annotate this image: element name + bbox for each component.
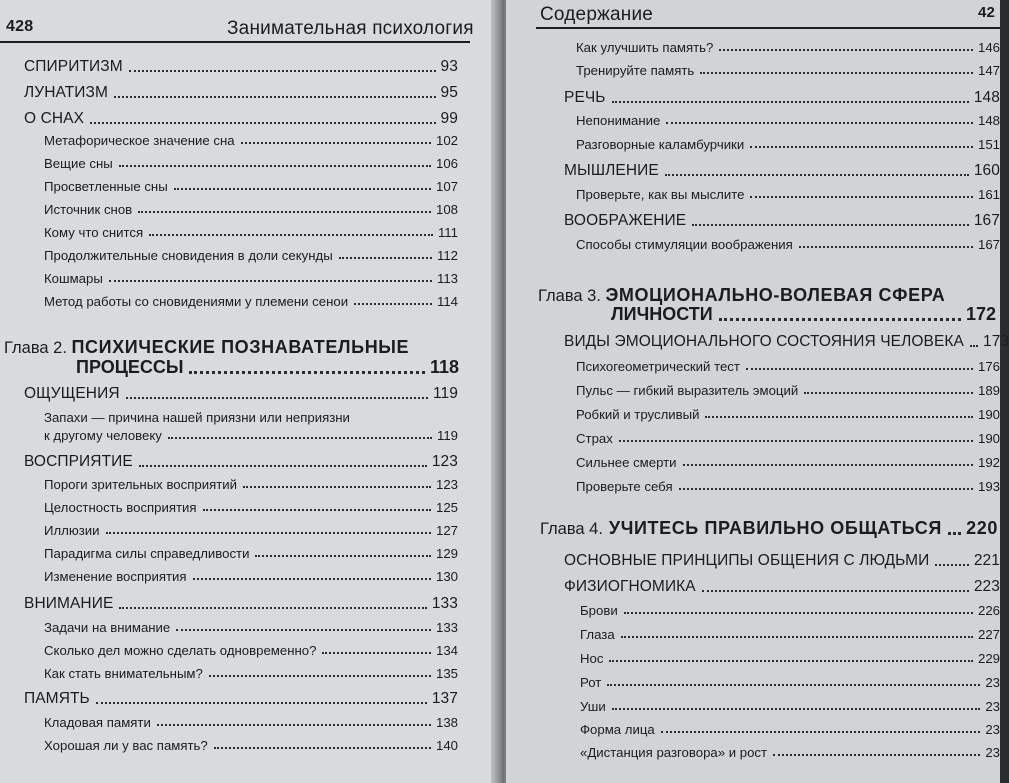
toc-entry-page: 173 (982, 333, 1009, 350)
toc-entry-page: 137 (431, 690, 458, 707)
toc-entry-title: Разговорные каламбурчики (576, 137, 745, 152)
toc-entry-title: ВИДЫ ЭМОЦИОНАЛЬНОГО СОСТОЯНИЯ ЧЕЛОВЕКА (564, 333, 964, 350)
dot-leader (339, 257, 432, 259)
dot-leader (773, 754, 980, 756)
toc-entry-title: ВОСПРИЯТИЕ (24, 453, 133, 470)
toc-entry-title: Проверьте, как вы мыслите (576, 187, 745, 202)
toc-entry-page: 167 (973, 212, 1000, 229)
dot-leader (189, 371, 424, 374)
toc-entry-title: Изменение восприятия (44, 569, 187, 584)
toc-entry-page: 133 (435, 620, 458, 635)
toc-entry-page: 176 (977, 359, 1000, 374)
toc-entry[interactable] (564, 162, 1000, 180)
toc-entry[interactable] (564, 212, 1000, 230)
toc-entry-title: ФИЗИОГНОМИКА (564, 578, 696, 595)
toc-entry-page: 223 (973, 578, 1000, 595)
toc-entry-page: 102 (435, 133, 458, 148)
dot-leader (666, 122, 973, 124)
dot-leader (149, 234, 433, 236)
chapter2-heading (4, 337, 409, 358)
left-header-rule (0, 41, 470, 43)
chapter2-title-line1: ПСИХИЧЕСКИЕ ПОЗНАВАТЕЛЬНЫЕ (71, 337, 410, 357)
toc-entry-page: 148 (977, 113, 1000, 128)
entry-smells-page: 119 (436, 428, 458, 443)
toc-entry-page: 107 (435, 179, 458, 194)
dot-leader (948, 532, 961, 535)
toc-entry[interactable] (24, 595, 458, 613)
chapter2-title-row[interactable] (76, 357, 459, 378)
toc-entry[interactable] (564, 333, 1009, 351)
dot-leader (90, 122, 436, 124)
toc-entry[interactable] (580, 745, 1000, 760)
dot-leader (322, 652, 431, 654)
toc-entry[interactable] (44, 620, 458, 635)
toc-entry-title: Уши (580, 699, 606, 714)
toc-entry-title: Страх (576, 431, 613, 446)
toc-entry[interactable] (44, 738, 458, 753)
toc-entry-title: Метафорическое значение сна (44, 133, 235, 148)
right-page (506, 0, 1009, 783)
toc-entry[interactable] (44, 271, 458, 286)
dot-leader (750, 146, 973, 148)
toc-entry-title: Хорошая ли у вас память? (44, 738, 208, 753)
toc-entry-title: О СНАХ (24, 110, 85, 127)
toc-entry-page: 146 (977, 40, 1000, 55)
dot-leader (106, 532, 431, 534)
toc-entry-page: 193 (977, 479, 1000, 494)
toc-entry-title: Целостность восприятия (44, 500, 197, 515)
dot-leader (621, 636, 973, 638)
toc-entry[interactable] (24, 84, 458, 102)
toc-entry[interactable] (44, 523, 458, 538)
entry-smells-text: к другому человеку (44, 428, 162, 443)
dot-leader (612, 101, 969, 103)
toc-entry[interactable] (44, 179, 458, 194)
toc-entry-page: 133 (431, 595, 458, 612)
toc-entry-title: Кладовая памяти (44, 715, 151, 730)
dot-leader (209, 675, 431, 677)
right-running-title: Содержание (540, 4, 654, 25)
toc-entry-page: 114 (436, 294, 458, 309)
toc-entry-page: 226 (977, 603, 1000, 618)
chapter3-heading (538, 285, 945, 306)
toc-entry-title: Как стать внимательным? (44, 666, 203, 681)
toc-entry-page: 93 (440, 58, 458, 75)
toc-entry[interactable] (564, 89, 1000, 107)
toc-entry-title: Пульс — гибкий выразитель эмоций (576, 383, 799, 398)
dot-leader (609, 660, 973, 662)
dot-leader (193, 578, 431, 580)
dot-leader (139, 465, 427, 467)
toc-entry-page: 138 (435, 715, 458, 730)
dot-leader (607, 684, 980, 686)
dot-leader (243, 486, 431, 488)
dot-leader (719, 318, 961, 321)
toc-entry-page: 140 (435, 738, 458, 753)
dot-leader (799, 246, 973, 248)
dot-leader (176, 629, 431, 631)
dot-leader (683, 464, 973, 466)
toc-entry[interactable] (24, 453, 458, 471)
toc-entry-title: Способы стимуляции воображения (576, 237, 793, 252)
chapter3-label: Глава 3. (538, 287, 601, 305)
toc-entry[interactable] (44, 248, 458, 263)
dot-leader (804, 392, 973, 394)
toc-entry[interactable] (580, 675, 1000, 690)
toc-entry[interactable] (44, 225, 458, 240)
toc-entry-page: 127 (435, 523, 458, 538)
toc-entry-page: 135 (435, 666, 458, 681)
toc-entry-title: Проверьте себя (576, 479, 673, 494)
toc-entry-page: 147 (977, 63, 1000, 78)
toc-entry-title: Иллюзии (44, 523, 100, 538)
toc-entry-title: Психогеометрический тест (576, 359, 740, 374)
chapter3-title-row[interactable] (611, 304, 996, 325)
toc-entry-page: 95 (440, 84, 458, 101)
toc-entry[interactable] (24, 58, 458, 76)
chapter2-label: Глава 2. (4, 339, 67, 357)
dot-leader (119, 607, 426, 609)
dot-leader (255, 555, 431, 557)
toc-entry[interactable] (24, 385, 458, 403)
toc-entry-page: 112 (436, 248, 458, 263)
toc-entry[interactable] (576, 187, 1000, 202)
dot-leader (619, 440, 973, 442)
toc-entry-page: 113 (436, 271, 458, 286)
toc-entry-page: 23 (985, 722, 1000, 737)
toc-entry-title: Тренируйте память (576, 63, 695, 78)
toc-entry-title: Источник снов (44, 202, 133, 217)
toc-entry-title: Нос (580, 651, 604, 666)
chapter4-title: УЧИТЕСЬ ПРАВИЛЬНО ОБЩАТЬСЯ (608, 518, 942, 538)
toc-entry-page: 23 (985, 675, 1000, 690)
toc-entry-title: ПАМЯТЬ (24, 690, 90, 707)
toc-entry-page: 192 (977, 455, 1000, 470)
toc-entry[interactable] (44, 546, 458, 561)
toc-entry[interactable] (576, 40, 1000, 55)
dot-leader (679, 488, 973, 490)
toc-entry[interactable] (564, 578, 1000, 596)
toc-entry-page: 227 (977, 627, 1000, 642)
toc-entry-page: 189 (977, 383, 1000, 398)
toc-entry[interactable] (576, 407, 1000, 422)
toc-entry-page: 106 (435, 156, 458, 171)
dot-leader (665, 174, 969, 176)
dot-leader (970, 345, 978, 347)
toc-entry[interactable] (44, 569, 458, 584)
dot-leader (114, 96, 436, 98)
toc-entry-page: 111 (437, 225, 458, 240)
toc-entry-title: ОЩУЩЕНИЯ (24, 385, 120, 402)
toc-entry-title: РЕЧЬ (564, 89, 606, 106)
toc-entry-page: 221 (973, 552, 1000, 569)
toc-entry[interactable] (24, 690, 458, 708)
entry-smells-line1[interactable]: Запахи — причина нашей приязни или неприязни (44, 410, 350, 425)
toc-entry-title: ОСНОВНЫЕ ПРИНЦИПЫ ОБЩЕНИЯ С ЛЮДЬМИ (564, 552, 930, 569)
toc-entry-title: Сильнее смерти (576, 455, 677, 470)
toc-entry-title: Кому что снится (44, 225, 144, 240)
toc-entry-title: Робкий и трусливый (576, 407, 700, 422)
dot-leader (214, 747, 431, 749)
dot-leader (702, 590, 969, 592)
dot-leader (168, 437, 432, 439)
toc-entry[interactable] (24, 110, 458, 128)
toc-entry[interactable] (576, 359, 1000, 374)
dot-leader (96, 702, 427, 704)
dot-leader (700, 72, 973, 74)
toc-entry[interactable] (580, 627, 1000, 642)
toc-entry[interactable] (576, 137, 1000, 152)
toc-entry-page: 129 (435, 546, 458, 561)
dot-leader (750, 196, 973, 198)
toc-entry[interactable] (44, 477, 458, 492)
toc-entry-title: МЫШЛЕНИЕ (564, 162, 659, 179)
chapter4-heading[interactable] (540, 518, 998, 539)
toc-entry-title: Пороги зрительных восприятий (44, 477, 237, 492)
toc-entry[interactable] (44, 666, 458, 681)
toc-entry-page: 119 (432, 385, 458, 402)
toc-entry[interactable] (44, 715, 458, 730)
dot-leader (241, 142, 431, 144)
toc-entry-title: ВНИМАНИЕ (24, 595, 114, 612)
toc-entry[interactable] (564, 552, 1000, 570)
toc-entry[interactable] (580, 651, 1000, 666)
toc-entry[interactable] (44, 294, 458, 309)
dot-leader (203, 509, 431, 511)
left-running-title: Занимательная психология (227, 18, 474, 39)
toc-entry-title: Форма лица (580, 722, 655, 737)
toc-entry-page: 229 (977, 651, 1000, 666)
toc-entry-title: СПИРИТИЗМ (24, 58, 123, 75)
toc-entry-page: 23 (985, 699, 1000, 714)
dot-leader (174, 188, 431, 190)
toc-entry-page: 23 (985, 745, 1000, 760)
left-page-number: 428 (6, 18, 34, 35)
toc-entry-title: Брови (580, 603, 618, 618)
toc-entry[interactable] (580, 699, 1000, 714)
dot-leader (126, 397, 428, 399)
toc-entry-title: ВООБРАЖЕНИЕ (564, 212, 687, 229)
dot-leader (624, 612, 973, 614)
toc-entry-page: 160 (973, 162, 1000, 179)
dot-leader (109, 280, 432, 282)
dot-leader (705, 416, 973, 418)
toc-entry[interactable] (576, 431, 1000, 446)
chapter3-title-line1: ЭМОЦИОНАЛЬНО-ВОЛЕВАЯ СФЕРА (605, 285, 946, 305)
toc-entry-title: «Дистанция разговора» и рост (580, 745, 768, 760)
toc-entry-page: 190 (977, 407, 1000, 422)
toc-entry-title: Рот (580, 675, 602, 690)
dot-leader (612, 708, 981, 710)
chapter4-page: 220 (966, 518, 998, 538)
toc-entry-page: 167 (977, 237, 1000, 252)
dot-leader (119, 165, 431, 167)
entry-smells-line2[interactable] (44, 428, 458, 443)
dot-leader (746, 368, 973, 370)
chapter3-title-line2: ЛИЧНОСТИ (611, 304, 713, 324)
toc-entry[interactable] (44, 156, 458, 171)
toc-entry-title: Задачи на внимание (44, 620, 171, 635)
toc-entry[interactable] (576, 63, 1000, 78)
toc-entry-title: Вещие сны (44, 156, 113, 171)
toc-entry[interactable] (576, 455, 1000, 470)
toc-entry-page: 108 (435, 202, 458, 217)
toc-entry-title: Сколько дел можно сделать одновременно? (44, 643, 317, 658)
toc-entry-page: 151 (977, 137, 1000, 152)
toc-entry[interactable] (576, 237, 1000, 252)
toc-entry-title: Кошмары (44, 271, 103, 286)
toc-entry-page: 190 (977, 431, 1000, 446)
toc-entry-page: 125 (435, 500, 458, 515)
dot-leader (157, 724, 431, 726)
toc-entry[interactable] (44, 500, 458, 515)
toc-entry[interactable] (44, 643, 458, 658)
toc-entry-title: Метод работы со сновидениями у племени сенои (44, 294, 349, 309)
left-page (0, 0, 497, 783)
chapter2-page: 118 (429, 357, 459, 377)
toc-entry[interactable] (44, 133, 458, 148)
toc-entry-title: Продолжительные сновидения в доли секунды (44, 248, 333, 263)
chapter3-page: 172 (965, 304, 996, 324)
toc-entry-title: Парадигма силы справедливости (44, 546, 250, 561)
toc-entry-page: 161 (977, 187, 1000, 202)
dot-leader (692, 224, 969, 226)
toc-entry-page: 123 (435, 477, 458, 492)
toc-entry-title: Глаза (580, 627, 615, 642)
toc-entry-title: ЛУНАТИЗМ (24, 84, 109, 101)
toc-entry[interactable] (44, 202, 458, 217)
dot-leader (935, 564, 968, 566)
toc-entry-page: 99 (440, 110, 458, 127)
toc-entry[interactable] (576, 479, 1000, 494)
toc-entry[interactable] (576, 113, 1000, 128)
toc-entry[interactable] (580, 603, 1000, 618)
dot-leader (719, 49, 973, 51)
toc-entry-page: 123 (431, 453, 458, 470)
toc-entry-title: Просветленные сны (44, 179, 168, 194)
dot-leader (661, 731, 981, 733)
dot-leader (129, 70, 436, 72)
toc-entry-page: 148 (973, 89, 1000, 106)
chapter2-title-line2: ПРОЦЕССЫ (76, 357, 184, 377)
dot-leader (138, 211, 431, 213)
toc-entry[interactable] (576, 383, 1000, 398)
dot-leader (354, 303, 432, 305)
toc-entry-page: 134 (435, 643, 458, 658)
toc-entry-title: Как улучшить память? (576, 40, 714, 55)
toc-entry-page: 130 (435, 569, 458, 584)
toc-entry[interactable] (580, 722, 1000, 737)
right-header-rule (536, 27, 1000, 29)
right-page-number: 42 (978, 4, 996, 21)
toc-entry-title: Непонимание (576, 113, 661, 128)
chapter4-label: Глава 4. (540, 520, 603, 538)
